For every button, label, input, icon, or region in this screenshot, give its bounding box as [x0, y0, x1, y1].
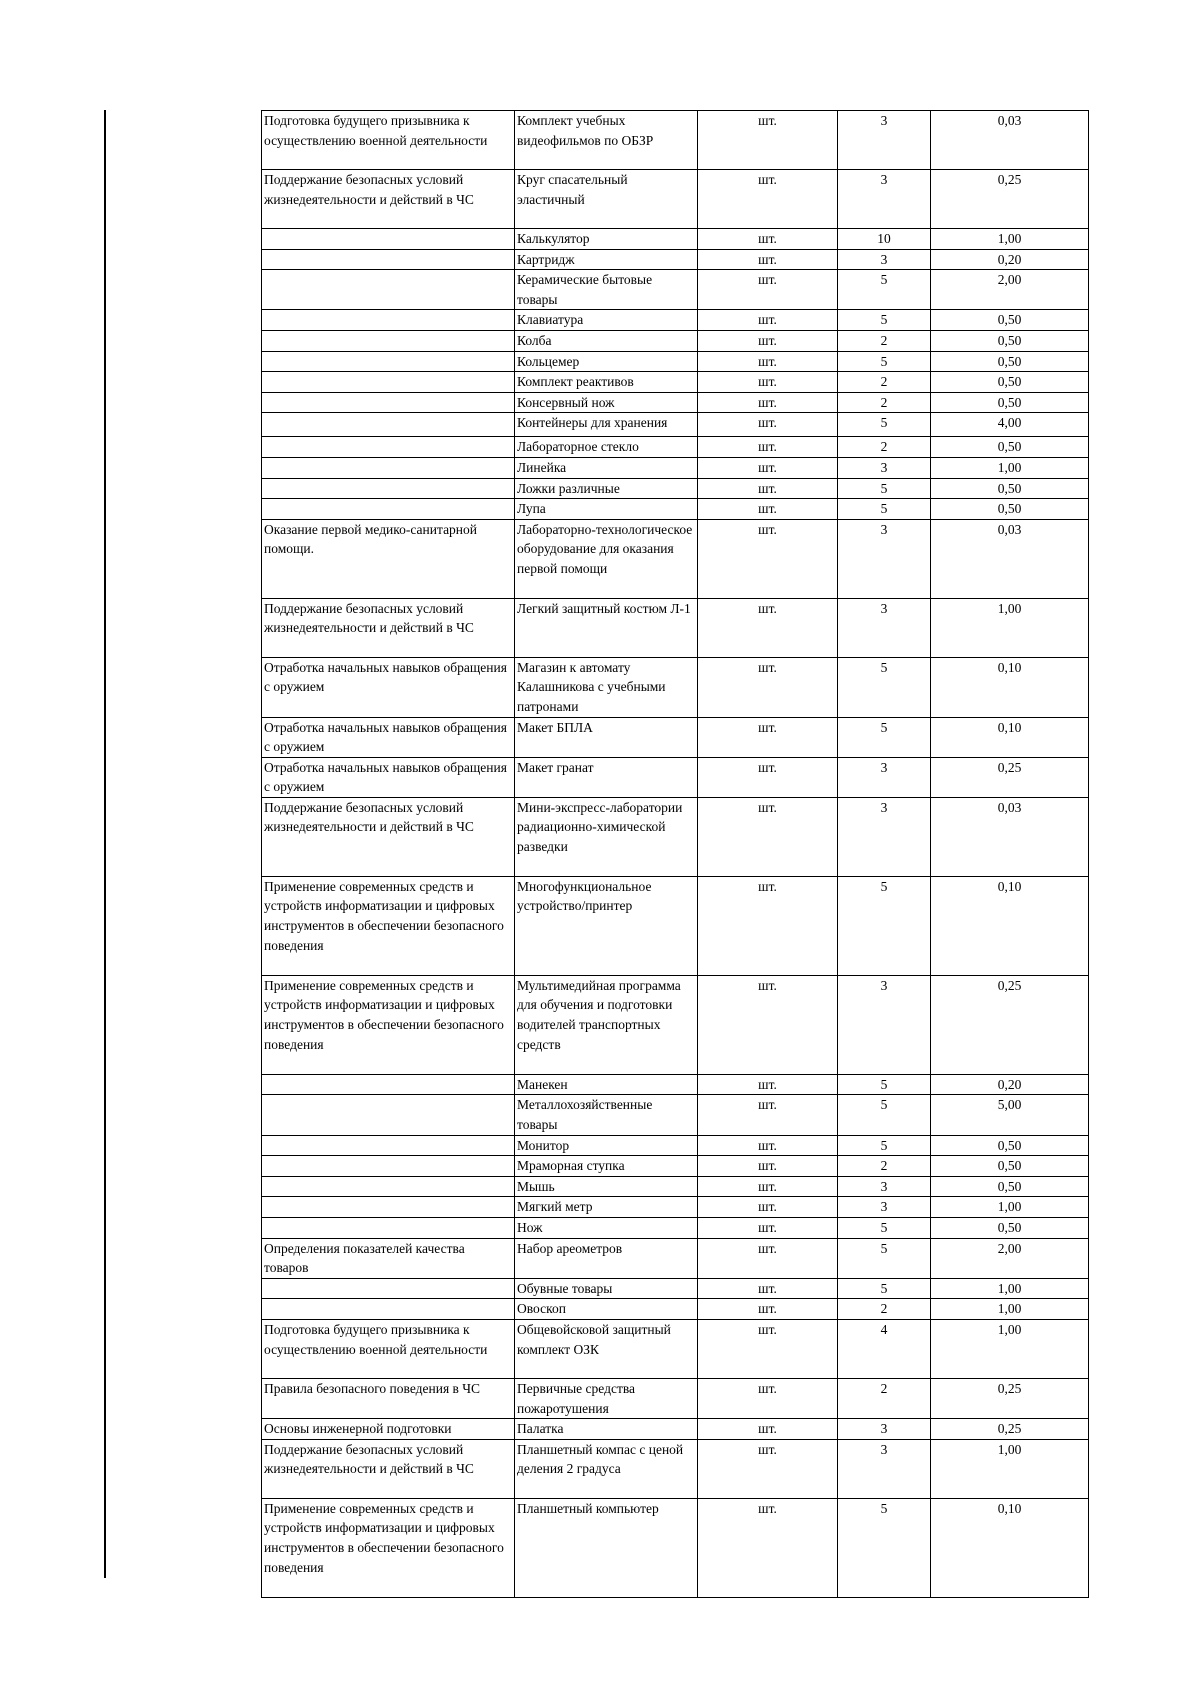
coef-cell: 0,25	[931, 170, 1089, 229]
activity-cell	[262, 372, 515, 393]
activity-cell	[262, 1197, 515, 1218]
table-row	[262, 351, 1089, 372]
coef-cell: 1,00	[931, 598, 1089, 657]
coef-cell: 0,50	[931, 1218, 1089, 1239]
coef-cell: 0,10	[931, 717, 1089, 757]
table-row	[262, 478, 1089, 499]
unit-cell: шт.	[698, 1498, 838, 1597]
activity-cell: Определения показателей качества товаров	[262, 1238, 515, 1278]
item-cell: Легкий защитный костюм Л-1	[515, 598, 698, 657]
activity-cell	[262, 1135, 515, 1156]
activity-cell	[262, 1095, 515, 1135]
coef-cell: 0,50	[931, 330, 1089, 351]
qty-cell: 4	[838, 1320, 931, 1379]
table-row	[262, 249, 1089, 270]
unit-cell: шт.	[698, 270, 838, 310]
item-cell: Мультимедийная программа для обучения и подготовки водителей транспортных средств	[515, 975, 698, 1074]
qty-cell: 2	[838, 437, 931, 458]
table-row	[262, 1419, 1089, 1440]
unit-cell: шт.	[698, 1238, 838, 1278]
qty-cell: 5	[838, 310, 931, 331]
table-row	[262, 1218, 1089, 1239]
unit-cell: шт.	[698, 310, 838, 331]
item-cell: Консервный нож	[515, 392, 698, 413]
item-cell: Обувные товары	[515, 1278, 698, 1299]
item-cell: Общевойсковой защитный комплект ОЗК	[515, 1320, 698, 1379]
qty-cell: 3	[838, 1439, 931, 1498]
unit-cell: шт.	[698, 1197, 838, 1218]
unit-cell: шт.	[698, 717, 838, 757]
item-cell: Калькулятор	[515, 229, 698, 250]
coef-cell: 0,50	[931, 351, 1089, 372]
activity-cell	[262, 351, 515, 372]
activity-cell: Поддержание безопасных условий жизнедеятельности и действий в ЧС	[262, 598, 515, 657]
qty-cell: 3	[838, 457, 931, 478]
unit-cell: шт.	[698, 437, 838, 458]
activity-cell: Основы инженерной подготовки	[262, 1419, 515, 1440]
activity-cell: Применение современных средств и устройств информатизации и цифровых инструментов в обеспечении безопасного поведения	[262, 876, 515, 975]
unit-cell: шт.	[698, 1218, 838, 1239]
qty-cell: 2	[838, 372, 931, 393]
table-row	[262, 413, 1089, 437]
coef-cell: 0,25	[931, 975, 1089, 1074]
activity-cell: Правила безопасного поведения в ЧС	[262, 1379, 515, 1419]
activity-cell: Оказание первой медико-санитарной помощи.	[262, 519, 515, 598]
table-row	[262, 1074, 1089, 1095]
unit-cell: шт.	[698, 598, 838, 657]
coef-cell: 0,25	[931, 1419, 1089, 1440]
item-cell: Мраморная ступка	[515, 1156, 698, 1177]
coef-cell: 0,50	[931, 478, 1089, 499]
item-cell: Контейнеры для хранения	[515, 413, 698, 437]
table-row	[262, 519, 1089, 598]
activity-cell	[262, 1156, 515, 1177]
qty-cell: 5	[838, 413, 931, 437]
qty-cell: 2	[838, 1156, 931, 1177]
unit-cell: шт.	[698, 330, 838, 351]
qty-cell: 2	[838, 1379, 931, 1419]
activity-cell: Применение современных средств и устройств информатизации и цифровых инструментов в обеспечении безопасного поведения	[262, 1498, 515, 1597]
table-row	[262, 1379, 1089, 1419]
activity-cell	[262, 270, 515, 310]
activity-cell: Поддержание безопасных условий жизнедеятельности и действий в ЧС	[262, 1439, 515, 1498]
coef-cell: 0,50	[931, 1135, 1089, 1156]
item-cell: Магазин к автомату Калашникова с учебными патронами	[515, 657, 698, 717]
item-cell: Лабораторно-технологическое оборудование для оказания первой помощи	[515, 519, 698, 598]
activity-cell	[262, 229, 515, 250]
unit-cell: шт.	[698, 1095, 838, 1135]
activity-cell: Применение современных средств и устройств информатизации и цифровых инструментов в обеспечении безопасного поведения	[262, 975, 515, 1074]
unit-cell: шт.	[698, 1299, 838, 1320]
item-cell: Макет БПЛА	[515, 717, 698, 757]
coef-cell: 0,50	[931, 1156, 1089, 1177]
table-row	[262, 1498, 1089, 1597]
table-row	[262, 170, 1089, 229]
item-cell: Комплект учебных видеофильмов по ОБЗР	[515, 111, 698, 170]
item-cell: Набор ареометров	[515, 1238, 698, 1278]
table-row	[262, 457, 1089, 478]
table-row	[262, 1238, 1089, 1278]
coef-cell: 0,03	[931, 519, 1089, 598]
table-row	[262, 111, 1089, 170]
qty-cell: 3	[838, 519, 931, 598]
qty-cell: 5	[838, 478, 931, 499]
item-cell: Картридж	[515, 249, 698, 270]
coef-cell: 2,00	[931, 270, 1089, 310]
qty-cell: 3	[838, 111, 931, 170]
table-row	[262, 717, 1089, 757]
item-cell: Палатка	[515, 1419, 698, 1440]
table-row	[262, 975, 1089, 1074]
qty-cell: 5	[838, 270, 931, 310]
item-cell: Мини-экспресс-лаборатории радиационно-химической разведки	[515, 797, 698, 876]
qty-cell: 3	[838, 170, 931, 229]
table-row	[262, 372, 1089, 393]
item-cell: Нож	[515, 1218, 698, 1239]
unit-cell: шт.	[698, 229, 838, 250]
item-cell: Ложки различные	[515, 478, 698, 499]
table-row	[262, 598, 1089, 657]
item-cell: Овоскоп	[515, 1299, 698, 1320]
unit-cell: шт.	[698, 478, 838, 499]
table-row	[262, 1299, 1089, 1320]
unit-cell: шт.	[698, 457, 838, 478]
coef-cell: 5,00	[931, 1095, 1089, 1135]
activity-cell: Подготовка будущего призывника к осуществлению военной деятельности	[262, 111, 515, 170]
item-cell: Первичные средства пожаротушения	[515, 1379, 698, 1419]
coef-cell: 0,10	[931, 876, 1089, 975]
equipment-table	[261, 110, 1089, 1598]
qty-cell: 5	[838, 1238, 931, 1278]
activity-cell	[262, 1278, 515, 1299]
activity-cell	[262, 1074, 515, 1095]
qty-cell: 3	[838, 1197, 931, 1218]
activity-cell	[262, 310, 515, 331]
coef-cell: 0,10	[931, 657, 1089, 717]
unit-cell: шт.	[698, 111, 838, 170]
coef-cell: 0,50	[931, 1176, 1089, 1197]
qty-cell: 3	[838, 1176, 931, 1197]
coef-cell: 1,00	[931, 1197, 1089, 1218]
activity-cell	[262, 413, 515, 437]
unit-cell: шт.	[698, 876, 838, 975]
coef-cell: 2,00	[931, 1238, 1089, 1278]
coef-cell: 0,50	[931, 437, 1089, 458]
coef-cell: 0,50	[931, 392, 1089, 413]
activity-cell: Отработка начальных навыков обращения с оружием	[262, 657, 515, 717]
qty-cell: 3	[838, 598, 931, 657]
activity-cell	[262, 1218, 515, 1239]
item-cell: Керамические бытовые товары	[515, 270, 698, 310]
unit-cell: шт.	[698, 170, 838, 229]
activity-cell	[262, 249, 515, 270]
qty-cell: 2	[838, 392, 931, 413]
activity-cell	[262, 1176, 515, 1197]
coef-cell: 0,50	[931, 310, 1089, 331]
unit-cell: шт.	[698, 249, 838, 270]
qty-cell: 5	[838, 499, 931, 520]
item-cell: Лабораторное стекло	[515, 437, 698, 458]
table-row	[262, 392, 1089, 413]
table-row	[262, 229, 1089, 250]
qty-cell: 3	[838, 1419, 931, 1440]
coef-cell: 1,00	[931, 1320, 1089, 1379]
item-cell: Кольцемер	[515, 351, 698, 372]
activity-cell: Подготовка будущего призывника к осуществлению военной деятельности	[262, 1320, 515, 1379]
item-cell: Планшетный компьютер	[515, 1498, 698, 1597]
coef-cell: 0,10	[931, 1498, 1089, 1597]
item-cell: Монитор	[515, 1135, 698, 1156]
table-row	[262, 1135, 1089, 1156]
item-cell: Манекен	[515, 1074, 698, 1095]
qty-cell: 5	[838, 1278, 931, 1299]
item-cell: Макет гранат	[515, 757, 698, 797]
item-cell: Круг спасательный эластичный	[515, 170, 698, 229]
coef-cell: 0,03	[931, 111, 1089, 170]
item-cell: Планшетный компас с ценой деления 2 градуса	[515, 1439, 698, 1498]
table-row	[262, 310, 1089, 331]
activity-cell	[262, 457, 515, 478]
table-row	[262, 657, 1089, 717]
activity-cell	[262, 478, 515, 499]
coef-cell: 1,00	[931, 1299, 1089, 1320]
unit-cell: шт.	[698, 1379, 838, 1419]
unit-cell: шт.	[698, 1320, 838, 1379]
qty-cell: 5	[838, 717, 931, 757]
coef-cell: 0,50	[931, 499, 1089, 520]
activity-cell: Отработка начальных навыков обращения с оружием	[262, 717, 515, 757]
activity-cell: Поддержание безопасных условий жизнедеятельности и действий в ЧС	[262, 797, 515, 876]
unit-cell: шт.	[698, 1156, 838, 1177]
coef-cell: 0,50	[931, 372, 1089, 393]
qty-cell: 2	[838, 1299, 931, 1320]
activity-cell	[262, 437, 515, 458]
qty-cell: 5	[838, 1498, 931, 1597]
qty-cell: 5	[838, 1074, 931, 1095]
item-cell: Клавиатура	[515, 310, 698, 331]
item-cell: Лупа	[515, 499, 698, 520]
unit-cell: шт.	[698, 519, 838, 598]
qty-cell: 5	[838, 1218, 931, 1239]
table-row	[262, 797, 1089, 876]
table-row	[262, 757, 1089, 797]
unit-cell: шт.	[698, 757, 838, 797]
table-row	[262, 330, 1089, 351]
unit-cell: шт.	[698, 1439, 838, 1498]
activity-cell	[262, 1299, 515, 1320]
table-row	[262, 1176, 1089, 1197]
qty-cell: 3	[838, 975, 931, 1074]
unit-cell: шт.	[698, 1135, 838, 1156]
unit-cell: шт.	[698, 1419, 838, 1440]
table-row	[262, 876, 1089, 975]
unit-cell: шт.	[698, 372, 838, 393]
unit-cell: шт.	[698, 499, 838, 520]
coef-cell: 0,20	[931, 1074, 1089, 1095]
table-row	[262, 437, 1089, 458]
qty-cell: 3	[838, 757, 931, 797]
coef-cell: 0,20	[931, 249, 1089, 270]
coef-cell: 4,00	[931, 413, 1089, 437]
coef-cell: 1,00	[931, 457, 1089, 478]
unit-cell: шт.	[698, 413, 838, 437]
unit-cell: шт.	[698, 657, 838, 717]
margin-line	[104, 110, 106, 1578]
unit-cell: шт.	[698, 392, 838, 413]
activity-cell	[262, 499, 515, 520]
coef-cell: 1,00	[931, 229, 1089, 250]
unit-cell: шт.	[698, 351, 838, 372]
coef-cell: 0,25	[931, 1379, 1089, 1419]
unit-cell: шт.	[698, 975, 838, 1074]
item-cell: Линейка	[515, 457, 698, 478]
qty-cell: 5	[838, 351, 931, 372]
table-row	[262, 1439, 1089, 1498]
unit-cell: шт.	[698, 1074, 838, 1095]
unit-cell: шт.	[698, 797, 838, 876]
qty-cell: 3	[838, 797, 931, 876]
activity-cell	[262, 330, 515, 351]
table-row	[262, 1278, 1089, 1299]
qty-cell: 5	[838, 876, 931, 975]
table-row	[262, 1095, 1089, 1135]
coef-cell: 1,00	[931, 1278, 1089, 1299]
table-row	[262, 270, 1089, 310]
table-row	[262, 1156, 1089, 1177]
activity-cell: Поддержание безопасных условий жизнедеятельности и действий в ЧС	[262, 170, 515, 229]
activity-cell: Отработка начальных навыков обращения с оружием	[262, 757, 515, 797]
table-row	[262, 1197, 1089, 1218]
item-cell: Металлохозяйственные товары	[515, 1095, 698, 1135]
item-cell: Мягкий метр	[515, 1197, 698, 1218]
qty-cell: 10	[838, 229, 931, 250]
qty-cell: 5	[838, 657, 931, 717]
qty-cell: 5	[838, 1095, 931, 1135]
coef-cell: 1,00	[931, 1439, 1089, 1498]
item-cell: Колба	[515, 330, 698, 351]
unit-cell: шт.	[698, 1176, 838, 1197]
activity-cell	[262, 392, 515, 413]
coef-cell: 0,25	[931, 757, 1089, 797]
table-row	[262, 1320, 1089, 1379]
qty-cell: 2	[838, 330, 931, 351]
qty-cell: 5	[838, 1135, 931, 1156]
item-cell: Мышь	[515, 1176, 698, 1197]
table-row	[262, 499, 1089, 520]
item-cell: Многофункциональное устройство/принтер	[515, 876, 698, 975]
item-cell: Комплект реактивов	[515, 372, 698, 393]
coef-cell: 0,03	[931, 797, 1089, 876]
unit-cell: шт.	[698, 1278, 838, 1299]
qty-cell: 3	[838, 249, 931, 270]
